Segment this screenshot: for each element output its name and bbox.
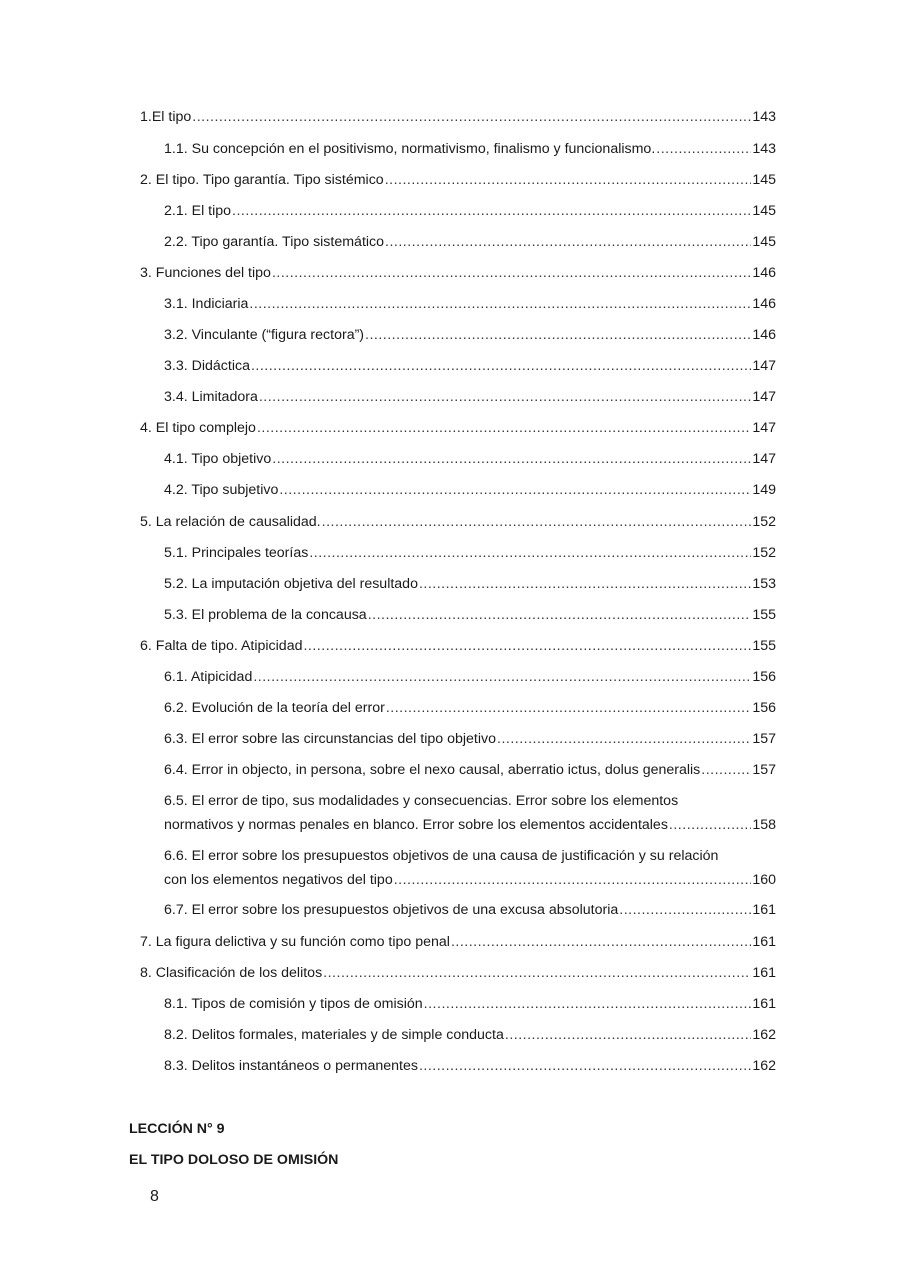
toc-entry-title: 6.1. Atipicidad: [164, 669, 253, 685]
toc-entry-title: 1.El tipo: [140, 109, 192, 125]
toc-entry-title: 5.2. La imputación objetiva del resultado: [164, 576, 418, 592]
toc-entry-page: 152: [752, 514, 776, 530]
toc-entry-title: 8.2. Delitos formales, materiales y de simple conducta: [164, 1027, 504, 1043]
toc-entry[interactable]: [164, 696, 776, 720]
toc-entry[interactable]: [164, 354, 776, 378]
toc-entry-title: 4.2. Tipo subjetivo: [164, 482, 279, 498]
toc-entry-line: [164, 844, 776, 868]
toc-entry-page: 147: [752, 358, 776, 374]
toc-entry-title: 5.1. Principales teorías: [164, 545, 309, 561]
dot-leader: [232, 199, 751, 223]
toc-entry[interactable]: [164, 665, 776, 689]
toc-entry-title: 2. El tipo. Tipo garantía. Tipo sistémico: [140, 172, 384, 188]
dot-leader: [251, 354, 751, 378]
toc-entry[interactable]: [164, 199, 776, 223]
dot-leader: [368, 603, 752, 627]
toc-entry-line: [164, 868, 776, 892]
toc-entry[interactable]: [140, 961, 776, 985]
dot-leader: [279, 478, 751, 502]
toc-entry-title: 2.1. El tipo: [164, 203, 232, 219]
dot-leader: [309, 541, 751, 565]
toc-entry[interactable]: [140, 634, 776, 658]
toc-entry-title: 6.5. El error de tipo, sus modalidades y consecuencias. Error sobre los elementos: [164, 793, 679, 809]
toc-entry[interactable]: [140, 416, 776, 440]
dot-leader: [505, 1023, 751, 1047]
dot-leader: [497, 727, 751, 751]
toc-entry[interactable]: [164, 727, 776, 751]
toc-entry-page: 156: [752, 700, 776, 716]
dot-leader: [386, 696, 752, 720]
toc-entry-page: 146: [752, 265, 776, 281]
dot-leader: [451, 930, 751, 954]
toc-entry-page: 161: [752, 934, 776, 950]
toc-entry-page: 160: [752, 872, 776, 888]
toc-entry-title: 6. Falta de tipo. Atipicidad: [140, 638, 303, 654]
toc-entry-title: con los elementos negativos del tipo: [164, 872, 393, 888]
toc-entry-line: [164, 789, 776, 813]
toc-entry[interactable]: [164, 385, 776, 409]
toc-entry-page: 153: [752, 576, 776, 592]
toc-entry-title: normativos y normas penales en blanco. Error sobre los elementos accidentales: [164, 817, 668, 833]
toc-entry-page: 143: [752, 109, 776, 125]
toc-entry-page: 162: [752, 1058, 776, 1074]
dot-leader: [272, 261, 751, 285]
toc-entry-title: 3.1. Indiciaria: [164, 296, 249, 312]
toc-entry-title: 1.1. Su concepción en el positivismo, normativismo, finalismo y funcionalismo.: [164, 141, 656, 157]
dot-leader: [419, 1054, 751, 1078]
dot-leader: [259, 385, 751, 409]
toc-entry-page: 155: [752, 638, 776, 654]
toc-entry-title: 3.2. Vinculante (“figura rectora”): [164, 327, 365, 343]
toc-entry-title: 5.3. El problema de la concausa: [164, 607, 367, 623]
dot-leader: [385, 230, 751, 254]
toc-entry-page: 145: [752, 172, 776, 188]
toc-entry-page: 161: [752, 902, 776, 918]
toc-entry-title: 3.3. Didáctica: [164, 358, 250, 374]
dot-leader: [619, 898, 751, 922]
toc-entry-title: 6.4. Error in objecto, in persona, sobre el nexo causal, aberratio ictus, dolus generalis: [164, 762, 701, 778]
toc-entry[interactable]: [164, 992, 776, 1016]
toc-entry[interactable]: [164, 1023, 776, 1047]
dot-leader: [322, 510, 752, 534]
toc-entry[interactable]: [164, 844, 776, 892]
toc-entry-title: 5. La relación de causalidad.: [140, 514, 321, 530]
toc-entry-title: 6.2. Evolución de la teoría del error: [164, 700, 385, 716]
toc-entry-title: 8. Clasificación de los delitos: [140, 965, 323, 981]
toc-entry-page: 147: [752, 451, 776, 467]
toc-entry[interactable]: [164, 572, 776, 596]
toc-entry-title: 8.3. Delitos instantáneos o permanentes: [164, 1058, 418, 1074]
toc-entry[interactable]: [140, 168, 776, 192]
toc-entry-title: 6.3. El error sobre las circunstancias del tipo objetivo: [164, 731, 496, 747]
lesson-title: EL TIPO DOLOSO DE OMISIÓN: [129, 1152, 339, 1168]
toc-entry-title: 3.4. Limitadora: [164, 389, 258, 405]
toc-entry-page: 156: [752, 669, 776, 685]
page-number: 8: [150, 1188, 159, 1205]
toc-entry-page: 155: [752, 607, 776, 623]
toc-entry[interactable]: [164, 603, 776, 627]
dot-leader: [385, 168, 752, 192]
dot-leader: [394, 868, 752, 892]
toc-entry-title: 8.1. Tipos de comisión y tipos de omisión: [164, 996, 423, 1012]
toc-entry[interactable]: [164, 323, 776, 347]
dot-leader: [272, 447, 751, 471]
dot-leader: [669, 813, 751, 837]
toc-entry[interactable]: [164, 1054, 776, 1078]
toc-entry-page: 157: [752, 762, 776, 778]
toc-entry-page: 149: [752, 482, 776, 498]
toc-entry-title: 6.6. El error sobre los presupuestos objetivos de una causa de justificación y su relación: [164, 848, 719, 864]
toc-entry[interactable]: [164, 230, 776, 254]
lesson-number: LECCIÓN N° 9: [129, 1121, 225, 1137]
toc-entry[interactable]: [140, 930, 776, 954]
dot-leader: [365, 323, 751, 347]
toc-entry-page: 152: [752, 545, 776, 561]
toc-entry[interactable]: [164, 898, 776, 922]
toc-entry[interactable]: [140, 510, 776, 534]
toc-entry[interactable]: [164, 541, 776, 565]
toc-entry-page: 147: [752, 420, 776, 436]
toc-entry-page: 161: [752, 965, 776, 981]
toc-entry-page: 143: [752, 141, 776, 157]
toc-entry-page: 147: [752, 389, 776, 405]
toc-entry[interactable]: [164, 292, 776, 316]
toc-entry[interactable]: [164, 758, 776, 782]
toc-entry-title: 2.2. Tipo garantía. Tipo sistemático: [164, 234, 385, 250]
toc-entry-page: 157: [752, 731, 776, 747]
toc-entry-line: [164, 813, 776, 837]
toc-entry-page: 161: [752, 996, 776, 1012]
toc-entry-title: 3. Funciones del tipo: [140, 265, 271, 281]
toc-entry[interactable]: [164, 789, 776, 837]
dot-leader: [249, 292, 751, 316]
toc-entry-page: 162: [752, 1027, 776, 1043]
toc-entry-page: 146: [752, 327, 776, 343]
toc-entry[interactable]: [140, 261, 776, 285]
dot-leader: [303, 634, 751, 658]
dot-leader: [701, 758, 751, 782]
dot-leader: [192, 105, 751, 129]
dot-leader: [253, 665, 751, 689]
toc-entry-page: 158: [752, 817, 776, 833]
toc-entry[interactable]: [164, 137, 776, 161]
toc-entry-page: 145: [752, 234, 776, 250]
toc-entry-title: 4. El tipo complejo: [140, 420, 256, 436]
toc-entry[interactable]: [164, 478, 776, 502]
toc-entry-title: 7. La figura delictiva y su función como tipo penal: [140, 934, 450, 950]
dot-leader: [419, 572, 751, 596]
dot-leader: [656, 137, 751, 161]
toc-entry-title: 4.1. Tipo objetivo: [164, 451, 272, 467]
toc-entry-title: 6.7. El error sobre los presupuestos objetivos de una excusa absolutoria: [164, 902, 619, 918]
dot-leader: [257, 416, 751, 440]
dot-leader: [323, 961, 751, 985]
toc-entry-page: 146: [752, 296, 776, 312]
toc-entry-page: 145: [752, 203, 776, 219]
toc-entry[interactable]: [164, 447, 776, 471]
dot-leader: [424, 992, 752, 1016]
toc-entry[interactable]: [140, 105, 776, 129]
